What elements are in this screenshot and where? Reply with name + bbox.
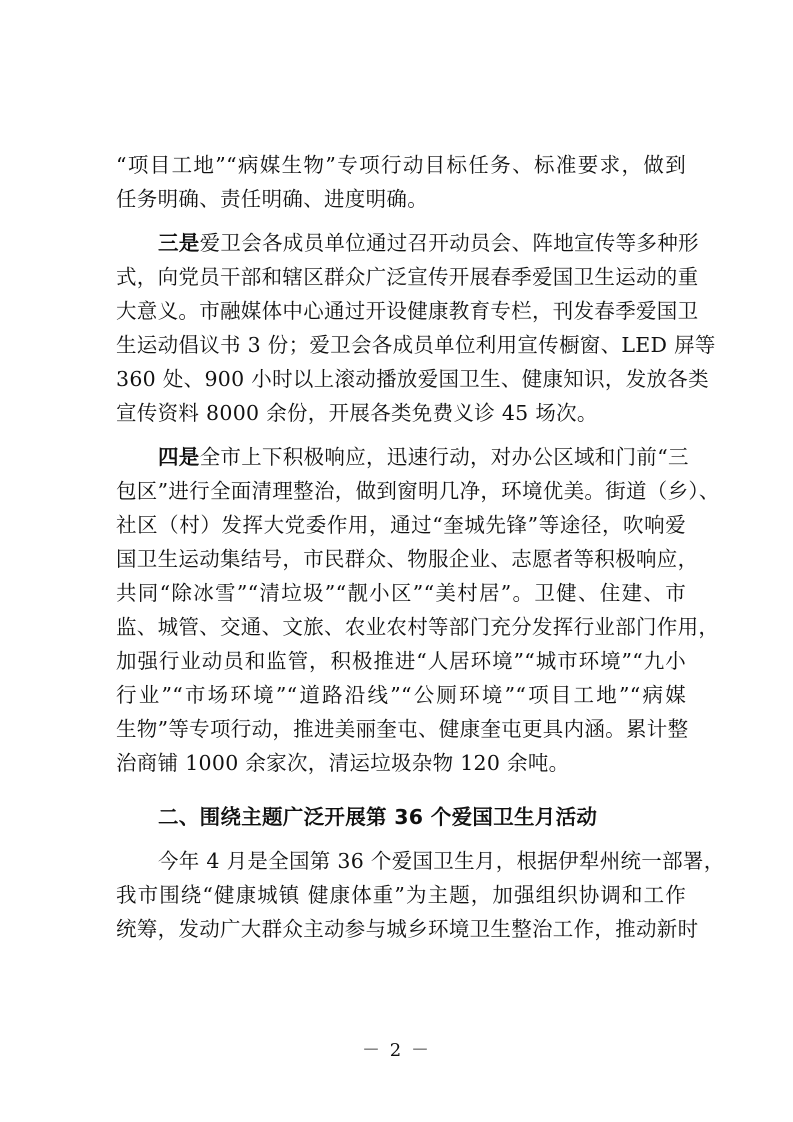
paragraph-3-line-5: 共同“除冰雪”“清垃圾”“靓小区”“美村居”。卫健、住建、市 [116,581,686,605]
paragraph-3-line-10: 治商铺 1000 余家次，清运垃圾杂物 120 余吨。 [116,751,570,775]
paragraph-1-line-1: “项目工地”“病媒生物”专项行动目标任务、标准要求，做到 [116,153,686,177]
paragraph-2-first-rest: 爱卫会各成员单位通过召开动员会、阵地宣传等多种形 [199,231,699,255]
paragraph-2-line-5: 360 处、900 小时以上滚动播放爱国卫生、健康知识，发放各类 [116,367,709,391]
paragraph-3-line-1 [158,440,689,474]
paragraph-4-line-3: 统筹，发动广大群众主动参与城乡环境卫生整治工作，推动新时 [116,917,699,941]
paragraph-3-line-2: 包区”进行全面清理整治，做到窗明几净，环境优美。街道（乡）、 [116,479,720,503]
page-number: － 2 － [362,1040,431,1061]
paragraph-4-line-2: 我市围绕“健康城镇 健康体重”为主题，加强组织协调和工作 [116,883,686,907]
paragraph-3-line-9: 生物”等专项行动，推进美丽奎屯、健康奎屯更具内涵。累计整 [116,717,689,741]
section-heading: 二、围绕主题广泛开展第 36 个爱国卫生月活动 [158,805,598,829]
paragraph-3-line-3: 社区（村）发挥大党委作用，通过“奎城先锋”等途径，吹响爱 [116,513,686,537]
paragraph-3-line-8: 行业”“市场环境”“道路沿线”“公厕环境”“项目工地”“病媒 [116,683,686,707]
paragraph-2-line-6: 宣传资料 8000 余份，开展各类免费义诊 45 场次。 [116,401,598,425]
paragraph-4-line-1: 今年 4 月是全国第 36 个爱国卫生月，根据伊犁州统一部署， [158,849,725,873]
paragraph-3-lead: 四是 [158,445,200,469]
paragraph-2-line-2: 式，向党员干部和辖区群众广泛宣传开展春季爱国卫生运动的重 [116,265,699,289]
paragraph-3-line-7: 加强行业动员和监管，积极推进“人居环境”“城市环境”“九小 [116,649,686,673]
paragraph-1-line-2: 任务明确、责任明确、进度明确。 [116,187,428,211]
paragraph-3-line-6: 监、城管、交通、文旅、农业农村等部门充分发挥行业部门作用， [116,615,720,639]
paragraph-2-line-3: 大意义。市融媒体中心通过开设健康教育专栏，刊发春季爱国卫 [116,299,699,323]
paragraph-3-first-rest: 全市上下积极响应，迅速行动，对办公区域和门前“三 [199,445,689,469]
paragraph-2-line-1 [158,226,699,260]
paragraph-2-lead: 三是 [158,231,200,255]
paragraph-3-line-4: 国卫生运动集结号，市民群众、物服企业、志愿者等积极响应， [116,547,699,571]
paragraph-2-line-4: 生运动倡议书 3 份；爱卫会各成员单位利用宣传橱窗、LED 屏等 [116,333,716,357]
